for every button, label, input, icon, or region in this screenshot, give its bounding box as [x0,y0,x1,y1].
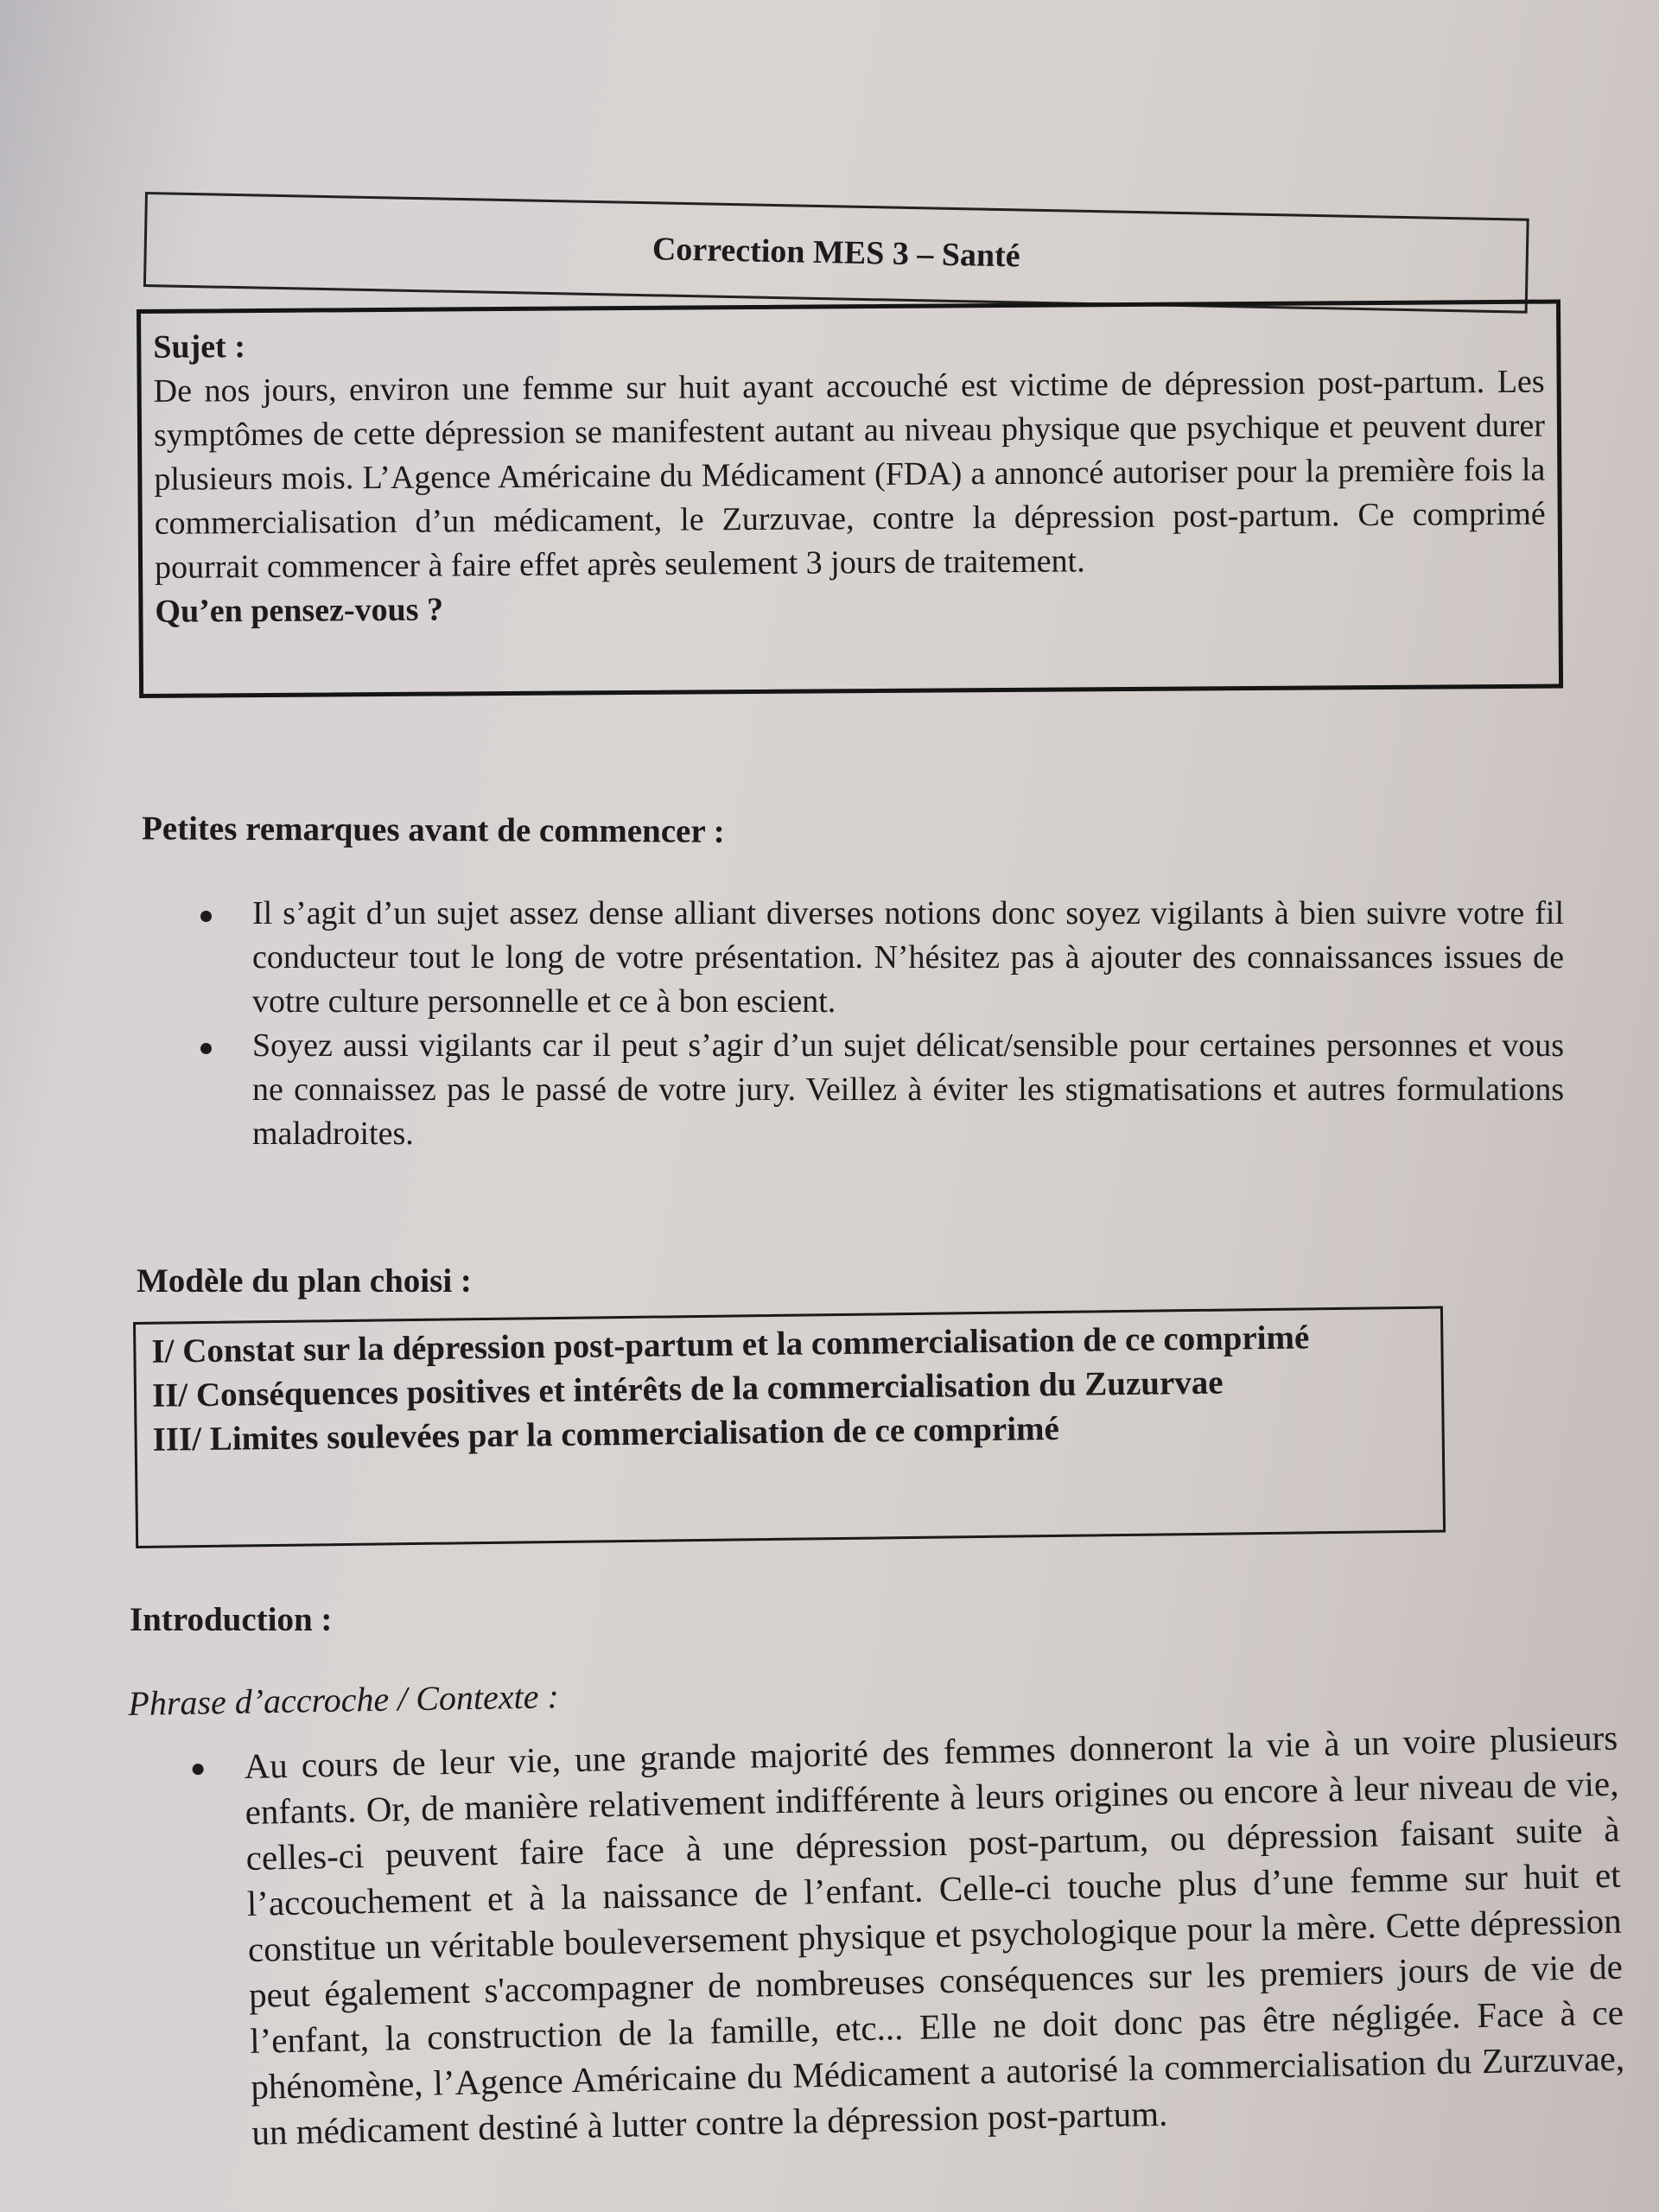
sujet-label: Sujet : [153,328,246,365]
introduction-list [244,1715,1626,2156]
plan-item-2: II/ Conséquences positives et intérêts de la commercialisation du Zuzurvae [151,1363,1224,1414]
plan-box [133,1306,1446,1548]
list-item: Au cours de leur vie, une grande majorité des femmes donneront la vie à un voire plusieurs enfants. Or, de manière relativement indifférente à leurs origines ou encore à leur niveau de vie, celles-ci peuvent faire face à une dépression post-partum, ou dépression faisant suite à l’accouchement et à la naissance de l’enfant. Celle-ci touche plus d’une femme sur huit et constitue un véritable bouleversement physique et psychologique pour la mère. Cette dépression peut également s'accompagner de nombreuses conséquences sur les premiers jours de vie de l’enfant, la construction de la famille, etc... Elle ne doit donc pas être négligée. Face à ce phénomène, l’Agence Américaine du Médicament a autorisé la commercialisation du Zurzuvae, un médicament destiné à lutter contre la dépression post-partum. [244,1715,1626,2156]
bullet-icon [200,1043,212,1054]
list-item: Il s’agit d’un sujet assez dense alliant diverses notions donc soyez vigilants à bien suivre votre fil conducteur tout le long de votre présentation. N’hésitez pas à ajouter des connaissances issues de votre culture personnelle et ce à bon escient. [252,892,1564,1024]
title-box [143,192,1529,314]
plan-item-3: III/ Limites soulevées par la commercialisation de ce comprimé [152,1409,1060,1459]
introduction-heading: Introduction : [130,1601,333,1638]
plan-heading: Modèle du plan choisi : [137,1262,472,1300]
list-item: Soyez aussi vigilants car il peut s’agir d’un sujet délicat/sensible pour certaines personnes et vous ne connaissez pas le passé de votre jury. Veillez à éviter les stigmatisations et autres formulations maladroites. [252,1024,1564,1156]
sujet-text: De nos jours, environ une femme sur huit ayant accouché est victime de dépression post-partum. Les symptômes de cette dépression se manifestent autant au niveau physique que psychique et peuvent durer plusieurs mois. L’Agence Américaine du Médicament (FDA) a annoncé autoriser pour la première fois la commercialisation d’un médicament, le Zurzuvae, contre la dépression post-partum. Ce comprimé pourrait commencer à faire effet après seulement 3 jours de traitement. [153,363,1546,586]
page-title: Correction MES 3 – Santé [652,231,1021,275]
bullet-icon [200,911,212,922]
plan-item-1: I/ Constat sur la dépression post-partum et la commercialisation de ce comprimé [151,1319,1310,1370]
remarques-list [252,892,1564,1156]
sujet-box [137,299,1563,697]
sujet-question: Qu’en pensez-vous ? [155,591,444,630]
bullet-icon [192,1764,203,1775]
accroche-subheading: Phrase d’accroche / Contexte : [128,1676,560,1723]
remarques-heading: Petites remarques avant de commencer : [141,810,725,850]
